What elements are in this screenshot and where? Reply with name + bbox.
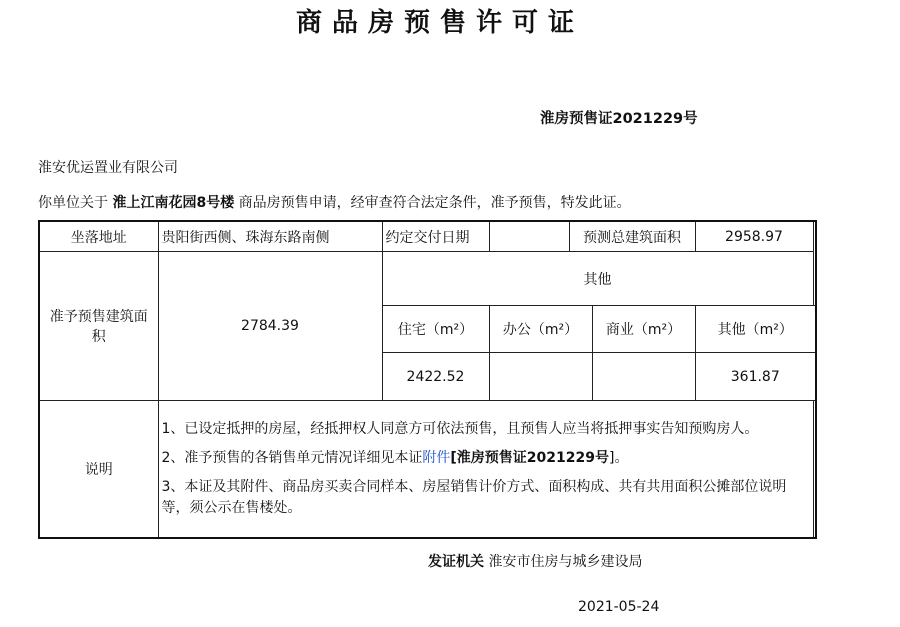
issuer [428, 551, 642, 571]
val-commercial [592, 353, 695, 401]
notes-content [158, 401, 813, 539]
note-2-prefix: 2、准予预售的各销售单元情况详细见本证 [161, 450, 423, 466]
location-value: 贵阳街西侧、珠海东路南侧 [158, 221, 382, 252]
val-office [489, 353, 592, 401]
note-2 [162, 448, 810, 469]
total-area-value: 2958.97 [695, 221, 813, 252]
notes-label: 说明 [39, 401, 158, 539]
project-name: 淮上江南花园8号楼 [112, 195, 235, 211]
permit-table [38, 220, 817, 539]
page-title: 商品房预售许可证 [295, 8, 584, 38]
intro-prefix: 你单位关于 [38, 195, 108, 211]
location-label: 坐落地址 [39, 221, 158, 252]
note-2-cert-ref: [淮房预售证2021229号 [450, 450, 609, 466]
col-residential: 住宅（m²） [382, 306, 489, 353]
delivery-date-value [489, 221, 569, 252]
intro-text [38, 192, 631, 212]
presale-area-value: 2784.39 [158, 252, 382, 401]
val-other: 361.87 [695, 353, 816, 401]
total-area-label: 预测总建筑面积 [569, 221, 695, 252]
delivery-date-label: 约定交付日期 [382, 221, 489, 252]
presale-area-label: 准予预售建筑面积 [39, 252, 158, 401]
note-1: 1、已设定抵押的房屋，经抵押权人同意方可依法预售，且预售人应当将抵押事实告知预购房人。 [161, 421, 759, 437]
issuer-name: 淮安市住房与城乡建设局 [488, 554, 643, 570]
other-header: 其他 [382, 252, 813, 306]
note-3: 3、本证及其附件、商品房买卖合同样本、房屋销售计价方式、面积构成、共有共用面积公摊部位说明等，须公示在售楼处。 [161, 479, 787, 516]
note-2-suffix: ]。 [609, 450, 629, 466]
issue-date: 2021-05-24 [578, 599, 660, 615]
company-name: 淮安优运置业有限公司 [38, 160, 178, 176]
attachment-link[interactable]: 附件 [422, 450, 451, 466]
intro-suffix: 商品房预售申请，经审查符合法定条件，准予预售，特发此证。 [238, 195, 631, 211]
col-commercial: 商业（m²） [592, 306, 695, 353]
col-other: 其他（m²） [695, 306, 816, 353]
col-office: 办公（m²） [489, 306, 592, 353]
issuer-label: 发证机关 [428, 554, 484, 570]
certificate-number: 淮房预售证2021229号 [540, 111, 698, 127]
val-residential: 2422.52 [382, 353, 489, 401]
